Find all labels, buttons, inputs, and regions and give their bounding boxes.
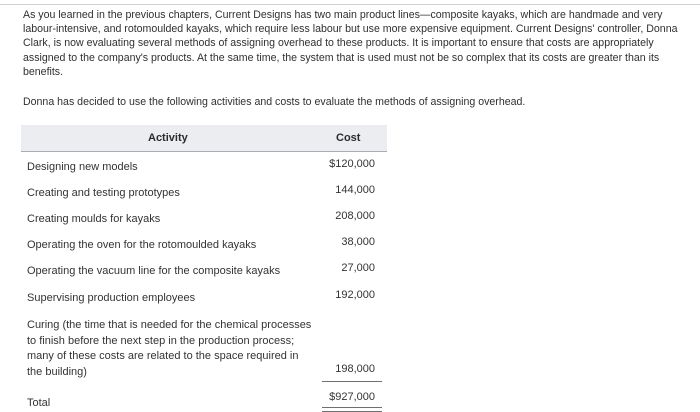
row-activity-oven: Operating the oven for the rotomoulded kayaks [27, 239, 257, 251]
row-cost-curing: 198,000 [335, 363, 375, 375]
total-label: Total [27, 397, 51, 409]
row-activity-designing: Designing new models [27, 161, 138, 173]
row-cost-vacuum: 27,000 [341, 262, 375, 274]
row-cost-moulds: 208,000 [335, 210, 375, 222]
row-cost-designing: $120,000 [329, 158, 375, 170]
header-activity: Activity [148, 132, 188, 144]
row-activity-supervising: Supervising production employees [27, 292, 196, 304]
row-cost-prototypes: 144,000 [335, 184, 375, 196]
row-cost-oven: 38,000 [341, 236, 375, 248]
lead-paragraph: Donna has decided to use the following activities and costs to evaluate the methods of assigning overhead. [23, 96, 526, 108]
row-cost-supervising: 192,000 [335, 289, 375, 301]
subtotal-rule [322, 381, 382, 382]
total-double-rule [322, 407, 382, 412]
row-activity-prototypes: Creating and testing prototypes [27, 187, 180, 199]
total-cost: $927,000 [329, 391, 375, 403]
intro-paragraph: As you learned in the previous chapters, Current Designs has two main product lines—composite kayaks, which are handmade and very labour-intensive, and rotomoulded kayaks, which require less labour but use more expensive equipment. Current Designs' controller, Donna Clark, is now evaluating several methods of assigning overhead to these products. It is important to ensure that costs are appropriately assigned to the company's products. At the same time, the system that is used must not be so complex that its costs are greater than its benefits. [23, 9, 678, 78]
row-activity-curing: Curing (the time that is needed for the chemical processes to finish before the next step in the production process; many of these costs are related to the space required in the building) [27, 319, 312, 378]
top-border [0, 4, 700, 5]
row-activity-moulds: Creating moulds for kayaks [27, 213, 161, 225]
table-header [21, 125, 387, 152]
row-activity-vacuum: Operating the vacuum line for the composite kayaks [27, 265, 281, 277]
header-cost: Cost [336, 132, 361, 144]
activity-cost-table [21, 125, 387, 411]
